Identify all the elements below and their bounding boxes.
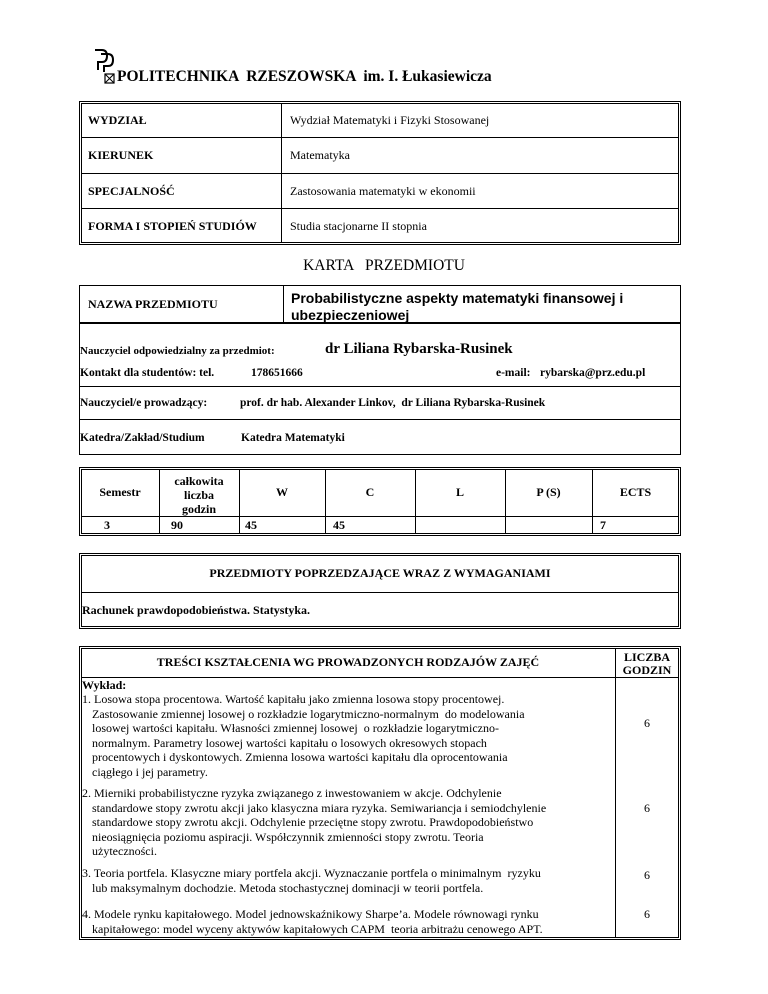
contact-phone: 178651666 [251,367,303,379]
hours-value-ects: 7 [600,518,606,532]
info-label-study-form: FORMA I STOPIEŃ STUDIÓW [88,218,257,233]
info-label-faculty: WYDZIAŁ [88,112,147,127]
content-item-line: 3. Teoria portfela. Klasyczne miary portfela akcji. Wyznaczanie portfela o minimalnym ryzyku [82,866,541,880]
hours-header-l: L [455,485,464,499]
content-item-line: procentowych i dyskontowych. Zmienna losowa wartości kapitału dla oprocentowania [92,750,508,765]
content-title: TREŚCI KSZTAŁCENIA WG PROWADZONYCH RODZAJÓW ZAJĘĆ [156,655,540,669]
department-name: Katedra Matematyki [241,432,345,444]
subject-name-line2: ubezpieczeniowej [291,307,410,323]
info-value-specialty: Zastosowania matematyki w ekonomii [290,183,476,198]
subject-name-line1: Probabilistyczne aspekty matematyki finansowej i [291,290,624,306]
hours-header-ects: ECTS [619,485,652,499]
content-item-1 [82,692,525,780]
hours-header-w: W [276,485,288,499]
hours-value-total: 90 [171,518,183,532]
content-item-line: losowej wartości kapitału. Własności zmiennej losowej o rozkładzie logarytmiczno- [92,721,499,736]
card-title: KARTA PRZEDMIOTU [303,257,465,274]
lecture-section-label: Wykład: [82,678,127,692]
content-item-line: 4. Modele rynku kapitałowego. Model jednowskaźnikowy Sharpe’a. Modele równowagi rynku [82,907,539,921]
teacher-name: dr Liliana Rybarska-Rusinek [325,341,513,357]
university-name: POLITECHNIKA RZESZOWSKA im. I. Łukasiewicza [117,68,492,85]
content-item-line: 1. Losowa stopa procentowa. Wartość kapitału jako zmienna losowa stopy procentowej. [82,692,505,706]
content-hours-header-1: LICZBA [623,650,670,664]
info-label-specialty: SPECJALNOŚĆ [88,183,175,198]
contact-email-label: e-mail: [496,367,531,379]
info-label-field: KIERUNEK [88,148,154,162]
content-item-line: Zastosowanie zmiennej losowej o rozkładzie logarytmiczno-normalnym do modelowania [92,706,525,721]
hours-header-total-3: godzin [181,502,216,516]
content-item-line: normalnym. Parametry losowej wartości kapitału o losowych okresowych stopach [92,735,487,750]
contact-email: rybarska@prz.edu.pl [540,367,646,379]
content-item-line: nieosiągnięcia poziomu aspiracji. Współczynnik zmienności stopy zwrotu. Teoria [92,829,484,844]
info-value-faculty: Wydział Matematyki i Fizyki Stosowanej [290,112,490,127]
content-item-line: kapitałowego: model wyceny aktywów kapitałowych CAPM teoria arbitrażu cenowego APT. [92,921,543,936]
content-item-4 [82,907,543,936]
content-item-line: standardowe stopy zwrotu akcji. Odchylenie przeciętne stopy zwrotu. Prawdopodobieństwo [92,815,534,830]
content-item-3-hours: 6 [644,868,650,882]
content-item-1-hours: 6 [644,716,650,730]
contact-label: Kontakt dla studentów: tel. [80,367,215,379]
hours-header-semester: Semestr [99,485,141,499]
content-item-line: 2. Mierniki probabilistyczne ryzyka związanego z inwestowaniem w akcje. Odchylenie [82,786,502,800]
hours-header-c: C [365,485,375,499]
department-label: Katedra/Zakład/Studium [80,432,205,444]
teacher-label: Nauczyciel odpowiedzialny za przedmiot: [80,345,275,357]
prereq-text: Rachunek prawdopodobieństwa. Statystyka. [82,602,311,617]
content-item-line: użyteczności. [92,844,157,859]
content-item-2 [82,786,546,859]
hours-value-c: 45 [333,518,345,532]
info-value-study-form: Studia stacjonarne II stopnia [290,218,427,233]
hours-header-total-1: całkowita [174,474,224,488]
hours-header-total-2: liczba [184,488,214,502]
university-logo [93,48,115,84]
hours-header-p: P (S) [536,485,561,499]
content-item-2-hours: 6 [644,801,650,815]
lecturers-names: prof. dr hab. Alexander Linkov, dr Liliana Rybarska-Rusinek [240,397,546,409]
content-item-4-hours: 6 [644,907,650,921]
lecturers-label: Nauczyciel/e prowadzący: [80,397,208,409]
content-item-3 [82,866,541,895]
hours-value-w: 45 [245,518,257,532]
prereq-title: PRZEDMIOTY POPRZEDZAJĄCE WRAZ Z WYMAGANIAMI [209,566,551,580]
content-item-line: lub maksymalnym dochodzie. Metoda stochastycznej dominacji w teorii portfela. [92,880,484,895]
content-hours-header-2: GODZIN [622,663,672,677]
content-item-line: ciągłego i jej parametry. [92,764,208,779]
content-item-line: standardowe stopy zwrotu akcji jako klasyczna miara ryzyka. Semiwariancja i semiodchylenie [92,800,547,815]
subject-label: NAZWA PRZEDMIOTU [88,296,218,311]
hours-value-semester: 3 [104,518,110,532]
info-value-field: Matematyka [290,148,350,162]
